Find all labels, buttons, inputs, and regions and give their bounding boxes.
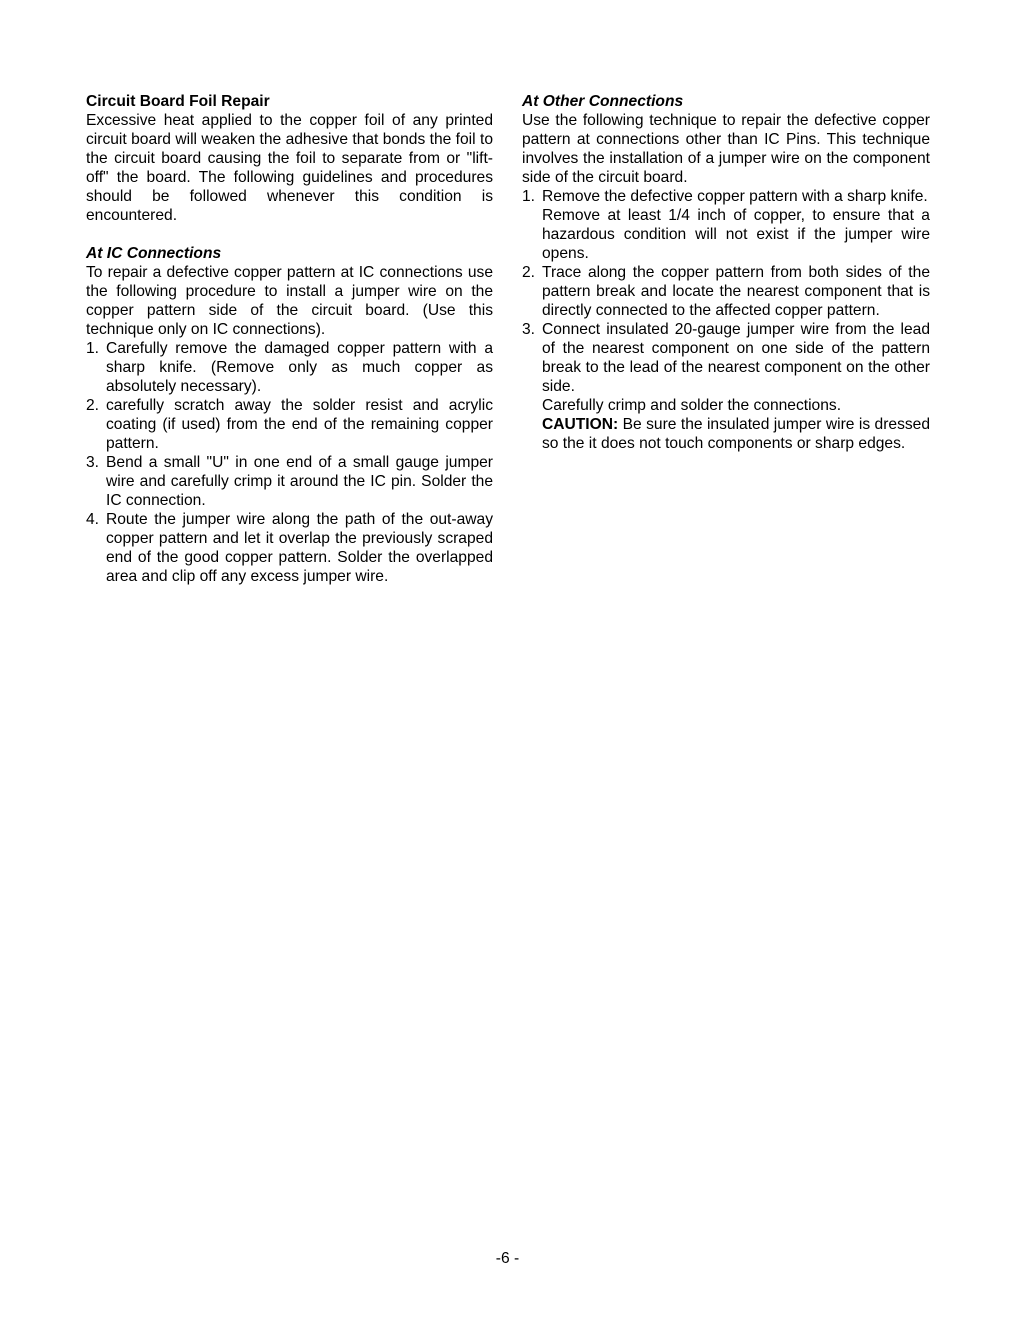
foil-repair-section [86,92,493,225]
other-step-2 [522,263,930,320]
step-text: Route the jumper wire along the path of the out-away copper pattern and let it overlap the previously scraped end of the good copper pattern. Solder the overlapped area and clip off any excess jumper wire. [106,511,493,585]
ic-connections-body: To repair a defective copper pattern at IC connections use the following procedure to install a jumper wire on the copper pattern side of the circuit board. (Use this technique only on IC connections). [86,264,493,338]
other-connections-body: Use the following technique to repair the defective copper pattern at connections other than IC Pins. This technique involves the installation of a jumper wire on the component side of the circuit board. [522,112,930,186]
foil-repair-body: Excessive heat applied to the copper foil of any printed circuit board will weaken the adhesive that bonds the foil to the circuit board causing the foil to separate from or "lift-off" the board. The following guidelines and procedures should be followed whenever this condition is encountered. [86,112,493,224]
ic-step-4 [86,510,493,586]
step-text: Connect insulated 20-gauge jumper wire from the lead of the nearest component on one side of the pattern break to the lead of the nearest component on the other side. [542,321,930,395]
other-connections-heading: At Other Connections [522,93,684,110]
step-text: Bend a small "U" in one end of a small gauge jumper wire and carefully crimp it around the IC pin. Solder the IC connection. [106,454,493,509]
step-number: 2. [86,397,100,414]
step-number: 2. [522,264,536,281]
step-number: 1. [522,188,536,205]
ic-connections-heading: At IC Connections [86,245,222,262]
step-number: 3. [86,454,100,471]
ic-step-2 [86,396,493,453]
step-note: Carefully crimp and solder the connections. [542,397,842,414]
foil-repair-heading: Circuit Board Foil Repair [86,93,270,110]
other-step-3 [522,320,930,453]
caution-paragraph [542,415,930,453]
step-number: 4. [86,511,100,528]
step-note: Remove at least 1/4 inch of copper, to ensure that a hazardous condition will not exist if the jumper wire opens. [542,207,930,262]
step-number: 3. [522,321,536,338]
step-text: Remove the defective copper pattern with a sharp knife. [542,188,928,205]
other-step-1 [522,187,930,263]
right-column [522,92,930,586]
ic-steps-list [86,339,493,586]
ic-step-1 [86,339,493,396]
step-text: Trace along the copper pattern from both sides of the pattern break and locate the nearest component that is directly connected to the affected copper pattern. [542,264,930,319]
step-text: Carefully remove the damaged copper pattern with a sharp knife. (Remove only as much copper as absolutely necessary). [106,340,493,395]
ic-connections-section [86,244,493,586]
other-connections-section [522,92,930,453]
step-text: carefully scratch away the solder resist and acrylic coating (if used) from the end of the remaining copper pattern. [106,397,493,452]
other-steps-list [522,187,930,453]
columns-container [86,92,930,586]
ic-step-3 [86,453,493,510]
left-column [86,92,493,586]
step-number: 1. [86,340,100,357]
caution-text: Be sure the insulated jumper wire is dressed so the it does not touch components or sharp edges. [542,416,931,452]
page-number: -6 - [495,1250,520,1267]
caution-label: CAUTION: [542,416,619,433]
